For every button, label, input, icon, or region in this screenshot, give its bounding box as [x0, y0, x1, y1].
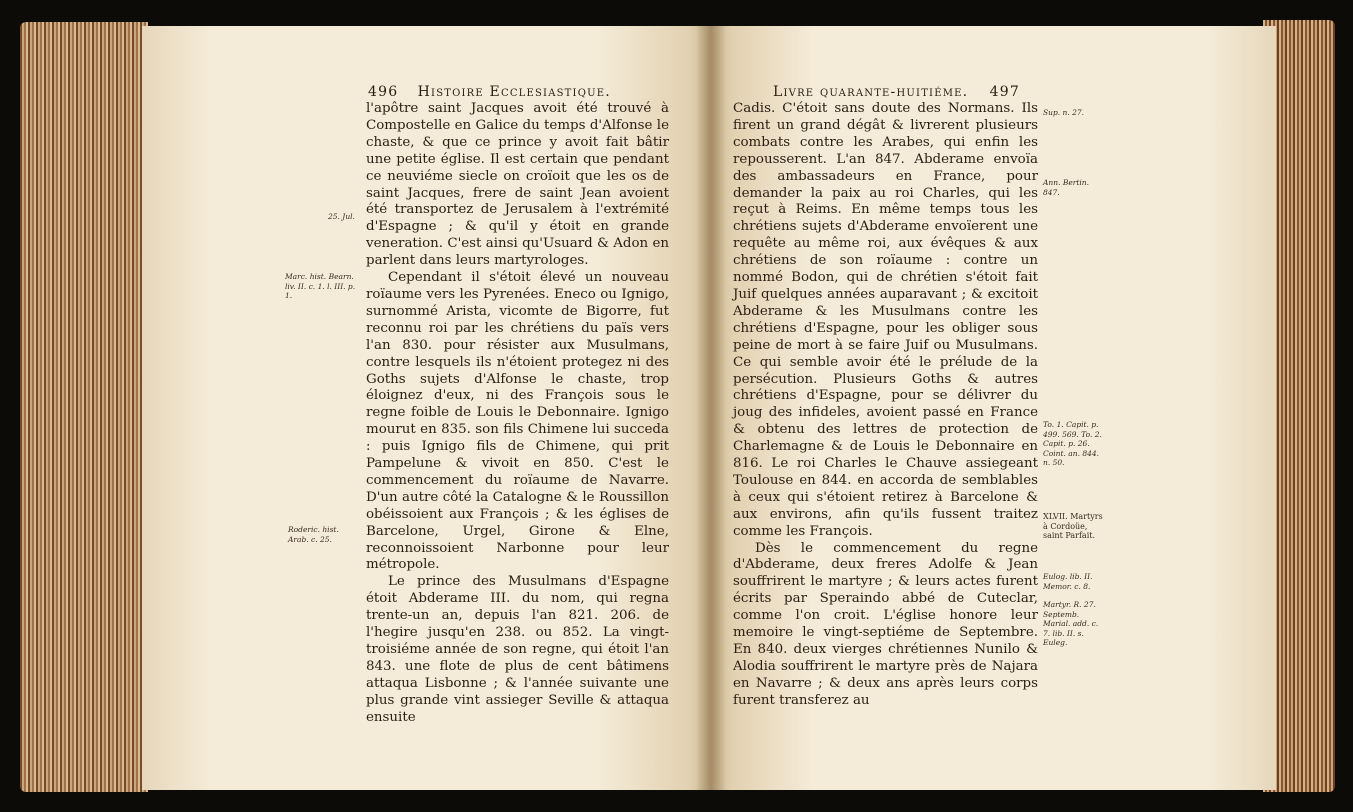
- left-paragraph-3: Le prince des Musulmans d'Espagne étoit Abderame III. du nom, qui regna trente-un an, depuis l'an 821. 206. de l'hegire jusqu'en 238. ou 852. La vingt-troisiéme année de son regne, qui étoit l'an 843. une flote de plus de cent bâtimens attaqua Lisbonne ; & l'année suivante une plus grande vint assieger Seville & attaqua ensuite: [366, 574, 669, 725]
- left-running-title: Histoire Ecclesiastique.: [417, 84, 611, 100]
- left-page-number: 496: [368, 84, 399, 100]
- right-margin-note-2: Ann. Bertin. 847.: [1043, 178, 1090, 197]
- right-margin-note-4: XLVII. Martyrs à Cordoüe, saint Parfait.: [1043, 512, 1103, 540]
- right-running-title: Livre quarante-huitiéme.: [773, 84, 969, 100]
- right-margin-note-3: To. 1. Capit. p. 499. 569. To. 2. Capit. p. 26. Coint. an. 844. n. 50.: [1043, 420, 1102, 467]
- right-margin-note-1: Sup. n. 27.: [1043, 108, 1085, 117]
- right-margin-note-5: Eulog. lib. II. Memor. c. 8.: [1043, 572, 1093, 591]
- right-margin-note-6: Martyr. R. 27. Septemb. Marial. add. c. 7. lib. II. s. Euleg.: [1043, 600, 1099, 647]
- left-page-edges: [20, 22, 148, 792]
- right-body-text: [733, 101, 1038, 710]
- open-book: [20, 12, 1335, 804]
- book-gutter: [696, 26, 726, 790]
- left-paragraph-2: Cependant il s'étoit élevé un nouveau roïaume vers les Pyrenées. Eneco ou Ignigo, surnommé Arista, vicomte de Bigorre, fut reconnu roi par les chrétiens du païs vers l'an 830. pour résister aux Musulmans, contre lesquels ils n'étoient protegez ni des Goths sujets d'Alfonse le chaste, trop éloignez d'eux, ni des François sous le regne foible de Louis le Debonnaire. Ignigo mourut en 835. son fils Chimene lui succeda : puis Ignigo fils de Chimene, qui prit Pampelune & vivoit en 850. C'est le commencement du roïaume de Navarre. D'un autre côté la Catalogne & le Roussillon obéissoient aux François ; & les églises de Barcelone, Urgel, Girone & Elne, reconnoissoient Narbonne pour leur métropole.: [366, 270, 669, 573]
- left-margin-note-3: Roderic. hist. Arab. c. 25.: [288, 525, 339, 544]
- left-paragraph-1: l'apôtre saint Jacques avoit été trouvé à Compostelle en Galice du temps d'Alfonse le chaste, & que ce prince y avoit fait bâtir une petite église. Il est certain que pendant ce neuviéme siecle on croïoit que les os de saint Jacques, frere de saint Jean avoient été transportez de Jerusalem à l'extrémité d'Espagne ; & qu'il y étoit en grande veneration. C'est ainsi qu'Usuard & Adon en parlent dans leurs martyrologes.: [366, 101, 669, 269]
- left-margin-note-1: 25. Jul.: [328, 212, 355, 221]
- left-margin-note-2: Marc. hist. Bearn. liv. II. c. 1. l. III. p. 1.: [285, 272, 356, 300]
- right-page-number: 497: [989, 84, 1020, 100]
- right-paragraph-1: Cadis. C'étoit sans doute des Normans. Ils firent un grand dégât & livrerent plusieurs combats contre les Arabes, qui enfin les repousserent. L'an 847. Abderame envoïa des ambassadeurs en France, pour demander la paix au roi Charles, qui les reçut à Reims. En même temps tous les chrétiens sujets d'Abderame envoïerent une requête au même roi, aux évêques & aux chrétiens de son roïaume : contre un nommé Bodon, qui de chrétien s'étoit fait Juif quelques années auparavant ; & excitoit Abderame & les Musulmans contre les chrétiens d'Espagne, pour les obliger sous peine de mort à se faire Juif ou Musulmans. Ce qui semble avoir été le prélude de la persécution. Plusieurs Goths & autres chrétiens d'Espagne, pour se délivrer du joug des infideles, avoient passé en France & obtenu des lettres de protection de Charlemagne & de Louis le Debonnaire en 816. Le roi Charles le Chauve assiegeant Toulouse en 844. en accorda de semblables à ceux qui s'étoient retirez à Barcelone & aux environs, afin qu'ils fussent traitez comme les François.: [733, 101, 1038, 539]
- left-running-head: [368, 84, 611, 100]
- right-running-head: [773, 84, 1020, 100]
- left-body-text: [366, 101, 669, 727]
- right-paragraph-2: Dès le commencement du regne d'Abderame, deux freres Adolfe & Jean souffrirent le martyre ; & leurs actes furent écrits par Speraindo abbé de Cuteclar, comme l'on croit. L'église honore leur memoire le vingt-septiéme de Septembre. En 840. deux vierges chrétiennes Nunilo & Alodia souffrirent le martyre près de Najara en Navarre ; & deux ans après leurs corps furent transferez au: [733, 540, 1038, 708]
